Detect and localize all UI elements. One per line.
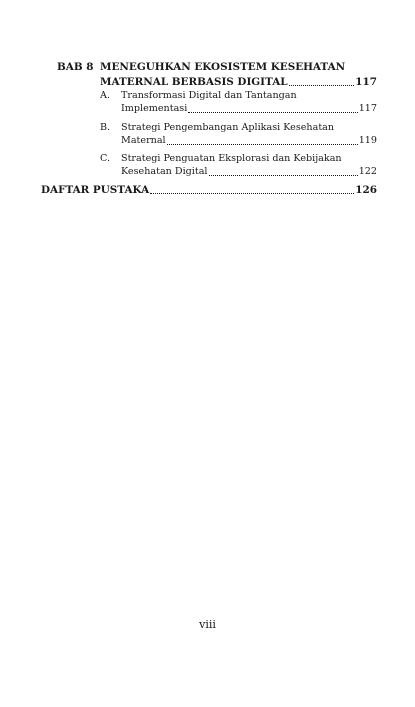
section-title-a-continued: Implementasi — [121, 103, 188, 114]
chapter-label: BAB 8 — [57, 61, 94, 73]
section-letter — [100, 90, 110, 102]
dot-leader — [188, 112, 357, 113]
section-title-c-continued: Kesehatan Digital — [121, 166, 208, 177]
toc-entry-bibliography[interactable] — [41, 184, 377, 196]
page-number: 126 — [355, 184, 377, 196]
page-footer-number: viii — [199, 618, 216, 631]
section-letter-b: B. — [100, 122, 111, 133]
dot-leader — [209, 175, 358, 176]
toc-entry-section-b[interactable] — [121, 135, 377, 147]
section-letter — [100, 122, 110, 134]
section-letter — [100, 153, 110, 165]
bibliography-label: DAFTAR PUSTAKA — [41, 184, 150, 196]
toc-entry-chapter[interactable] — [100, 76, 377, 88]
chapter-title-continued: MATERNAL BERBASIS DIGITAL — [100, 76, 288, 88]
page-number: 119 — [358, 135, 377, 146]
dot-leader — [167, 144, 358, 145]
chapter-label-line — [57, 61, 93, 73]
section-title-line-1 — [121, 153, 342, 165]
section-letter-a: A. — [100, 90, 110, 101]
page-number: 122 — [358, 166, 377, 177]
chapter-title-line-1 — [100, 61, 345, 73]
section-title-line-1 — [121, 90, 297, 102]
section-title-c: Strategi Penguatan Eksplorasi dan Kebijakan — [121, 153, 342, 164]
chapter-title: MENEGUHKAN EKOSISTEM KESEHATAN — [100, 61, 346, 73]
section-title-b: Strategi Pengembangan Aplikasi Kesehatan — [121, 122, 335, 133]
section-letter-c: C. — [100, 153, 111, 164]
dot-leader — [150, 193, 354, 194]
dot-leader — [289, 85, 355, 86]
page-number: 117 — [358, 103, 377, 114]
toc-entry-section-a[interactable] — [121, 103, 377, 115]
page-number: 117 — [355, 76, 377, 88]
toc-entry-section-c[interactable] — [121, 166, 377, 178]
section-title-b-continued: Maternal — [121, 135, 166, 146]
section-title-a: Transformasi Digital dan Tantangan — [121, 90, 297, 101]
section-title-line-1 — [121, 122, 334, 134]
